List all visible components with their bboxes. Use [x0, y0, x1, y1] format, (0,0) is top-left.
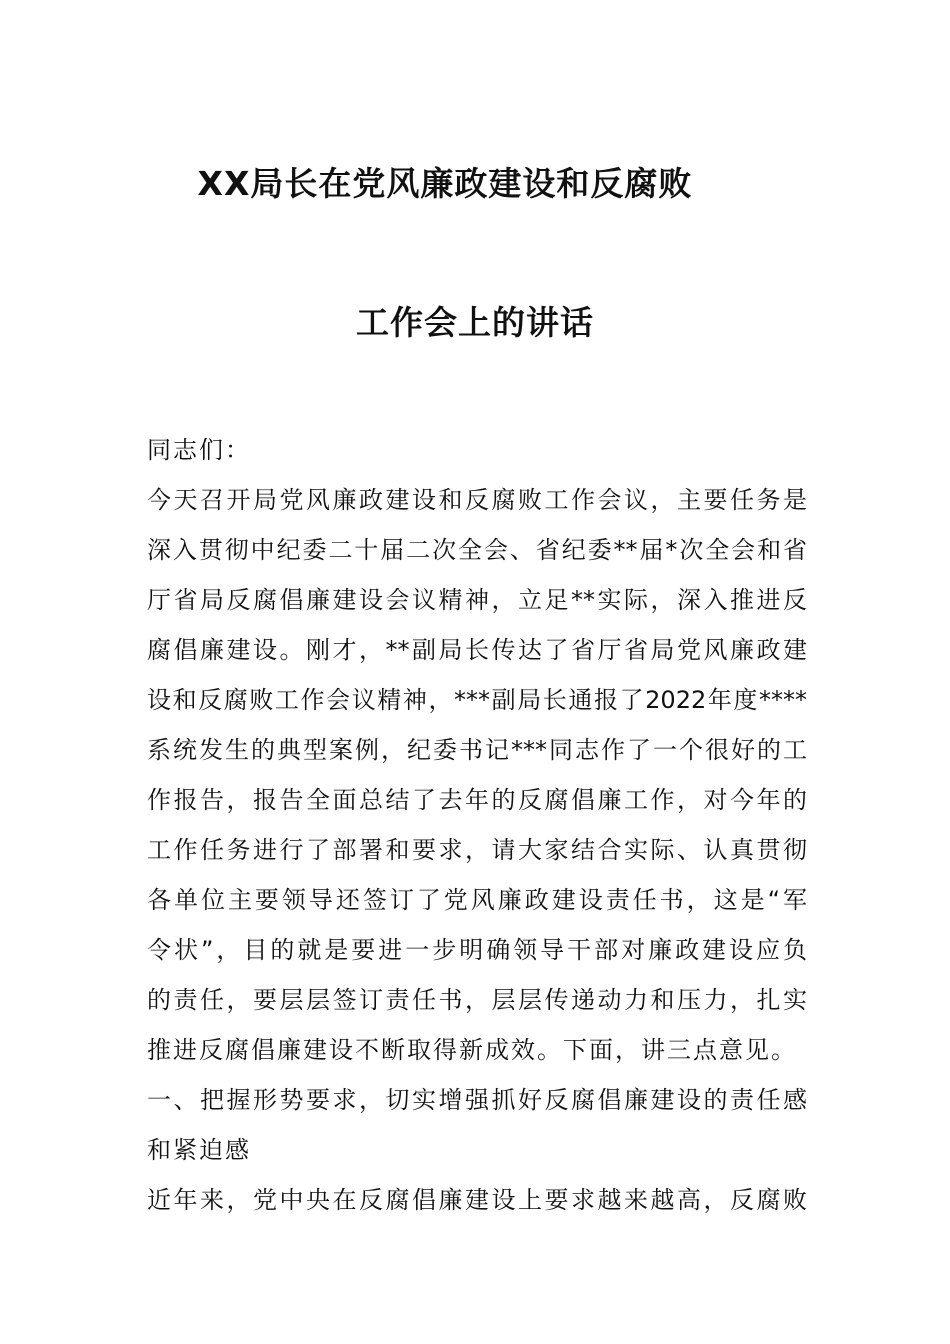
- body-text-line: 工作任务进行了部署和要求，请大家结合实际、认真贯彻: [147, 836, 807, 864]
- body-text-line: 推进反腐倡廉建设不断取得新成效。下面，讲三点意见。: [147, 1036, 797, 1064]
- body-text-line: 腐倡廉建设。刚才，**副局长传达了省厅省局党风廉政建: [147, 636, 807, 664]
- body-text-line: 深入贯彻中纪委二十届二次全会、省纪委**届*次全会和省: [147, 536, 807, 564]
- body-text-line: 今天召开局党风廉政建设和反腐败工作会议，主要任务是: [147, 486, 807, 514]
- body-text-line: 设和反腐败工作会议精神，***副局长通报了2022年度****: [147, 686, 807, 714]
- body-text-line: 令状”，目的就是要进一步明确领导干部对廉政建设应负: [147, 936, 807, 964]
- body-text-line: 同志们：: [147, 436, 251, 464]
- document-body: [147, 430, 807, 1230]
- body-text-line: 系统发生的典型案例，纪委书记***同志作了一个很好的工: [147, 736, 807, 764]
- body-text-line: 一、把握形势要求，切实增强抓好反腐倡廉建设的责任感: [147, 1086, 807, 1114]
- body-text-line: 和紧迫感: [147, 1136, 251, 1164]
- body-text-line: 作报告，报告全面总结了去年的反腐倡廉工作，对今年的: [147, 786, 807, 814]
- body-text-line: 的责任，要层层签订责任书，层层传递动力和压力，扎实: [147, 986, 807, 1014]
- document-title-line-1: XX局长在党风廉政建设和反腐败: [197, 164, 693, 203]
- document-title-line-2: 工作会上的讲话: [356, 303, 594, 342]
- body-text-line: 厅省局反腐倡廉建设会议精神，立足**实际，深入推进反: [147, 586, 807, 614]
- body-text-line: 各单位主要领导还签订了党风廉政建设责任书，这是“军: [147, 886, 807, 914]
- body-text-line: 近年来，党中央在反腐倡廉建设上要求越来越高，反腐败: [147, 1186, 807, 1214]
